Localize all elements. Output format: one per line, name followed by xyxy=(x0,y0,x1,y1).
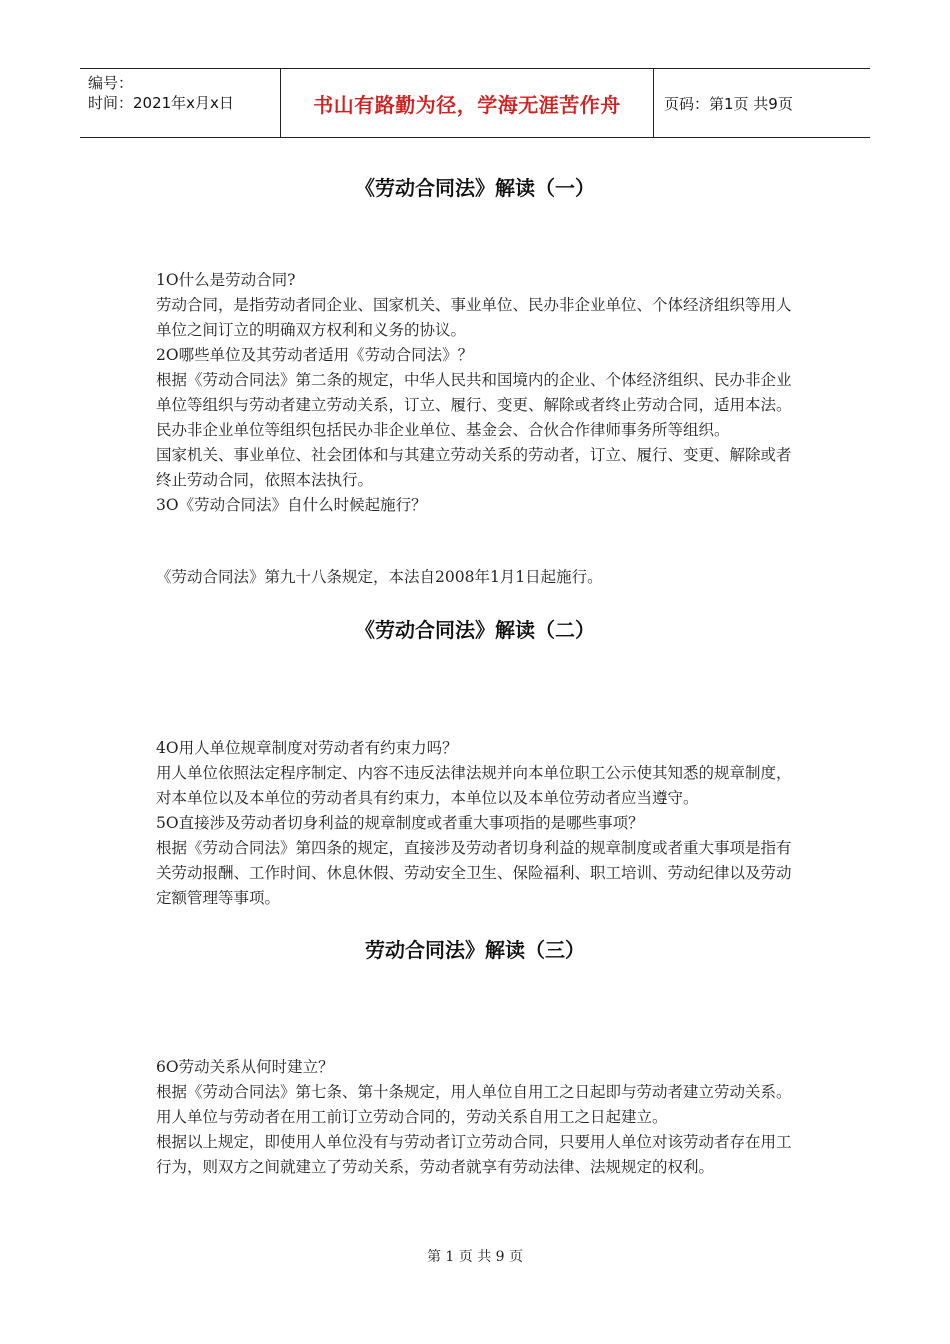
answer-4: 用人单位依照法定程序制定、内容不违反法律法规并向本单位职工公示使其知悉的规章制度，对本单位以及本单位的劳动者具有约束力，本单位以及本单位劳动者应当遵守。 xyxy=(156,764,792,807)
section-body-1 xyxy=(156,268,796,518)
question-3: 3O《劳动合同法》自什么时候起施行？ xyxy=(156,496,427,514)
question-5: 5O直接涉及劳动者切身利益的规章制度或者重大事项指的是哪些事项？ xyxy=(156,814,644,832)
answer-6: 根据《劳动合同法》第七条、第十条规定，用人单位自用工之日起即与劳动者建立劳动关系。用人单位与劳动者在用工前订立劳动合同的，劳动关系自用工之日起建立。 xyxy=(156,1083,792,1126)
page-footer: 第 1 页 共 9 页 xyxy=(426,1249,524,1265)
number-label: 编号： xyxy=(88,74,134,92)
section-title-2: 《劳动合同法》解读（二） xyxy=(355,618,595,642)
section-title-1: 《劳动合同法》解读（一） xyxy=(355,176,595,200)
header-page-info: 页码：第1页 共9页 xyxy=(664,94,793,113)
answer-1: 劳动合同，是指劳动者同企业、国家机关、事业单位、民办非企业单位、个体经济组织等用人单位之间订立的明确双方权利和义务的协议。 xyxy=(156,296,792,339)
answer-3-block xyxy=(156,565,796,590)
answer-5: 根据《劳动合同法》第四条的规定，直接涉及劳动者切身利益的规章制度或者重大事项是指有关劳动报酬、工作时间、休息休假、劳动安全卫生、保险福利、职工培训、劳动纪律以及劳动定额管理等事项。 xyxy=(156,839,792,907)
question-6: 6O劳动关系从何时建立？ xyxy=(156,1058,334,1076)
question-1: 1O什么是劳动合同? xyxy=(156,271,296,289)
header-motto: 书山有路勤为径，学海无涯苦作舟 xyxy=(281,69,654,137)
section-body-3 xyxy=(156,1055,796,1180)
question-4: 4O用人单位规章制度对劳动者有约束力吗？ xyxy=(156,739,458,757)
answer-2: 根据《劳动合同法》第二条的规定，中华人民共和国境内的企业、个体经济组织、民办非企业单位等组织与劳动者建立劳动关系，订立、履行、变更、解除或者终止劳动合同，适用本法。民办非企业单位等组织包括民办非企业单位、基金会、合伙合作律师事务所等组织。 xyxy=(156,371,792,439)
answer-2b: 国家机关、事业单位、社会团体和与其建立劳动关系的劳动者，订立、履行、变更、解除或者终止劳动合同，依照本法执行。 xyxy=(156,446,792,489)
section-body-2 xyxy=(156,736,796,911)
answer-3: 《劳动合同法》第九十八条规定，本法自2008年1月1日起施行。 xyxy=(156,568,603,586)
header-meta xyxy=(80,69,281,137)
header-table xyxy=(80,68,870,138)
time-label: 时间：2021年x月x日 xyxy=(88,94,234,112)
section-title-3: 劳动合同法》解读（三） xyxy=(365,938,585,962)
answer-6b: 根据以上规定，即使用人单位没有与劳动者订立劳动合同，只要用人单位对该劳动者存在用工行为，则双方之间就建立了劳动关系，劳动者就享有劳动法律、法规规定的权利。 xyxy=(156,1133,792,1176)
question-2: 2O哪些单位及其劳动者适用《劳动合同法》？ xyxy=(156,346,474,364)
